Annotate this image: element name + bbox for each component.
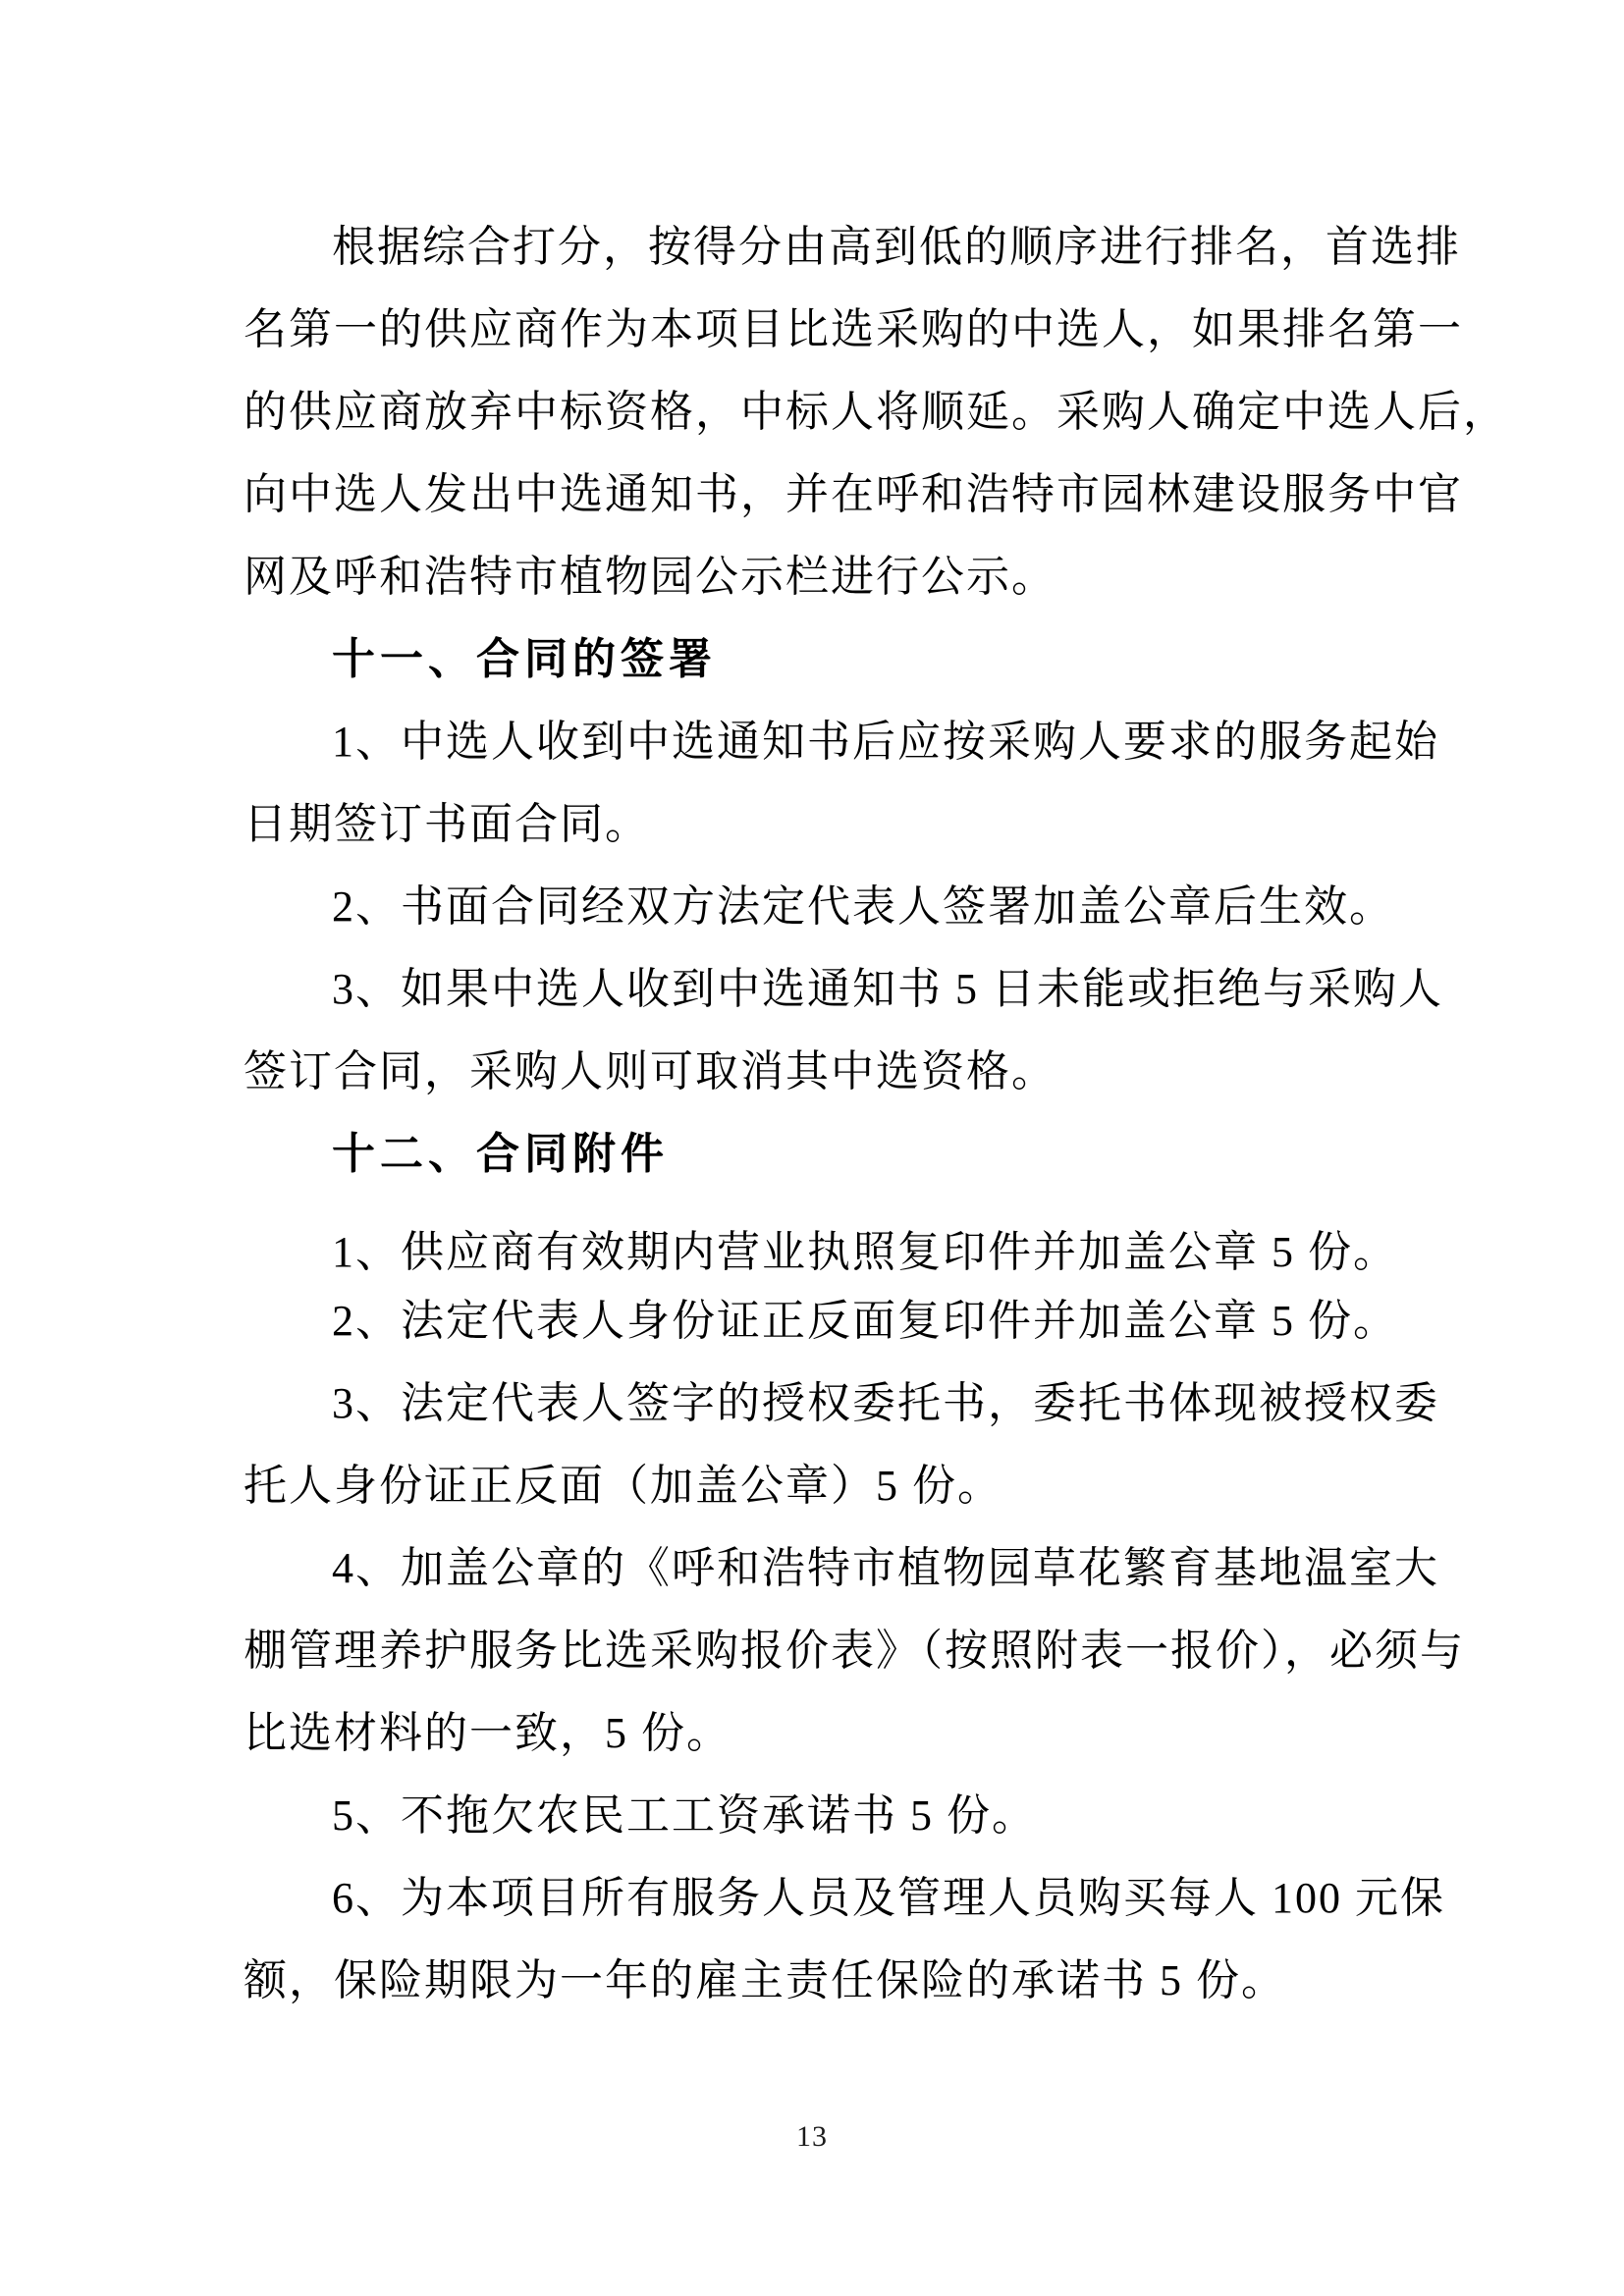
paragraph-line: 日期签订书面合同。 — [244, 800, 650, 848]
list-item: 2、书面合同经双方法定代表人签署加盖公章后生效。 — [332, 882, 1394, 931]
paragraph-line: 比选材料的一致，5 份。 — [244, 1709, 731, 1757]
list-item: 3、如果中选人收到中选通知书 5 日未能或拒绝与采购人 — [332, 965, 1443, 1013]
paragraph-line: 棚管理养护服务比选采购报价表》（按照附表一报价），必须与 — [244, 1627, 1465, 1675]
list-item: 1、中选人收到中选通知书后应按采购人要求的服务起始 — [332, 718, 1439, 766]
paragraph-line: 的供应商放弃中标资格，中标人将顺延。采购人确定中选人后， — [244, 388, 1508, 436]
list-item: 6、为本项目所有服务人员及管理人员购买每人 100 元保 — [332, 1874, 1445, 1922]
paragraph-line: 托人身份证正反面（加盖公章）5 份。 — [244, 1462, 1002, 1510]
page-number: 13 — [796, 2120, 828, 2153]
paragraph-line: 网及呼和浩特市植物园公示栏进行公示。 — [244, 553, 1056, 601]
list-item: 2、法定代表人身份证正反面复印件并加盖公章 5 份。 — [332, 1297, 1398, 1345]
paragraph-line: 根据综合打分，按得分由高到低的顺序进行排名，首选排 — [332, 223, 1461, 271]
section-heading-11: 十一、合同的签署 — [332, 635, 717, 683]
document-body — [244, 206, 1508, 2022]
paragraph-line: 额，保险期限为一年的雇主责任保险的承诺书 5 份。 — [244, 1956, 1286, 2004]
paragraph-line: 名第一的供应商作为本项目比选采购的中选人，如果排名第一 — [244, 305, 1463, 353]
list-item: 3、法定代表人签字的授权委托书，委托书体现被授权委 — [332, 1379, 1439, 1427]
paragraph-line: 签订合同，采购人则可取消其中选资格。 — [244, 1047, 1056, 1095]
list-item: 1、供应商有效期内营业执照复印件并加盖公章 5 份。 — [332, 1228, 1398, 1276]
paragraph-line: 向中选人发出中选通知书，并在呼和浩特市园林建设服务中官 — [244, 470, 1463, 518]
section-heading-12: 十二、合同附件 — [332, 1130, 669, 1178]
list-item: 4、加盖公章的《呼和浩特市植物园草花繁育基地温室大 — [332, 1544, 1439, 1592]
list-item: 5、不拖欠农民工工资承诺书 5 份。 — [332, 1791, 1037, 1840]
